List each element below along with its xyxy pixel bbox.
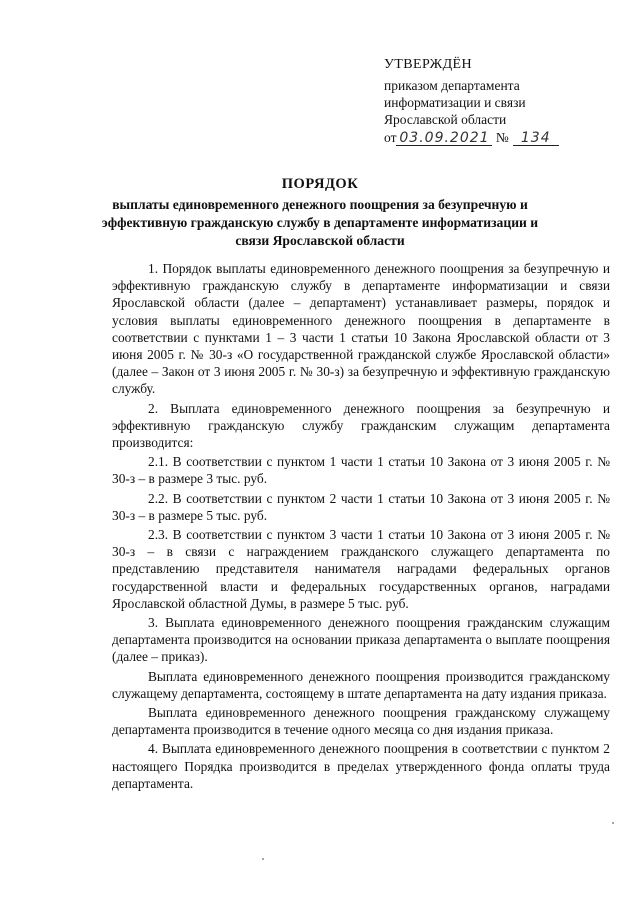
approval-line-3: Ярославской области	[384, 112, 507, 127]
order-date-handwritten: 03.09.2021	[396, 131, 492, 146]
order-number-handwritten: 134	[513, 131, 559, 146]
paragraph-3: 3. Выплата единовременного денежного поощрения гражданским служащим департамента производится на основании приказа департамента о выплате поощрения (далее – приказ).	[112, 615, 610, 665]
approval-title: УТВЕРЖДЁН	[384, 57, 473, 72]
paragraph-2-2: 2.2. В соответствии с пунктом 2 части 1 статьи 10 Закона от 3 июня 2005 г. № 30-з – в размере 5 тыс. руб.	[112, 490, 610, 523]
approval-line-2: информатизации и связи	[384, 95, 526, 110]
scan-speck	[262, 858, 264, 860]
paragraph-2-1: 2.1. В соответствии с пунктом 1 части 1 статьи 10 Закона от 3 июня 2005 г. № 30-з – в размере 3 тыс. руб.	[112, 454, 610, 487]
paragraph-4: 4. Выплата единовременного денежного поощрения в соответствии с пунктом 2 настоящего Порядка производится в пределах утвержденного фонда оплаты труда департамента.	[112, 741, 610, 791]
approval-stamp-block	[384, 56, 614, 146]
document-title: ПОРЯДОК	[281, 176, 359, 192]
scan-speck	[612, 822, 614, 824]
paragraph-2-3: 2.3. В соответствии с пунктом 3 части 1 статьи 10 Закона от 3 июня 2005 г. № 30-з – в связи с награждением гражданского служащего департамента по представлению представителя нанимателя наградами федеральных органов государственной власти и федеральных государственных органов, наградами Ярославской областной Думы, в размере 5 тыс. руб.	[112, 527, 610, 611]
paragraph-1: 1. Порядок выплаты единовременного денежного поощрения за безупречную и эффективную гражданскую службу в департаменте информатизации и связи Ярославской области (далее – департамент) устанавливает размеры, порядок и условия выплаты единовременного денежного поощрения в департаменте в соответствии с пунктами 1 – 3 части 1 статьи 10 Закона Ярославской области от 3 июня 2005 г. № 30-з «О государственной гражданской службе Ярославской области» (далее – Закон от 3 июня 2005 г. № 30-з) за безупречную и эффективную гражданскую службу.	[112, 261, 610, 397]
order-number-label: №	[495, 130, 509, 145]
document-body	[112, 260, 610, 792]
approval-order-line	[384, 129, 614, 146]
paragraph-2: 2. Выплата единовременного денежного поощрения за безупречную и эффективную гражданскую службу гражданским служащим департамента производится:	[112, 400, 610, 451]
document-subtitle: выплаты единовременного денежного поощрения за безупречную и эффективную гражданскую службу в департаменте информатизации и связи Ярославской области	[101, 197, 539, 248]
approval-line-1: приказом департамента	[384, 78, 520, 93]
paragraph-3-b: Выплата единовременного денежного поощрения гражданскому служащему департамента производится в течение одного месяца со дня издания приказа.	[112, 705, 610, 738]
order-prefix: от	[384, 130, 397, 145]
paragraph-3-a: Выплата единовременного денежного поощрения производится гражданскому служащему департамента, состоящему в штате департамента на дату издания приказа.	[112, 668, 610, 701]
